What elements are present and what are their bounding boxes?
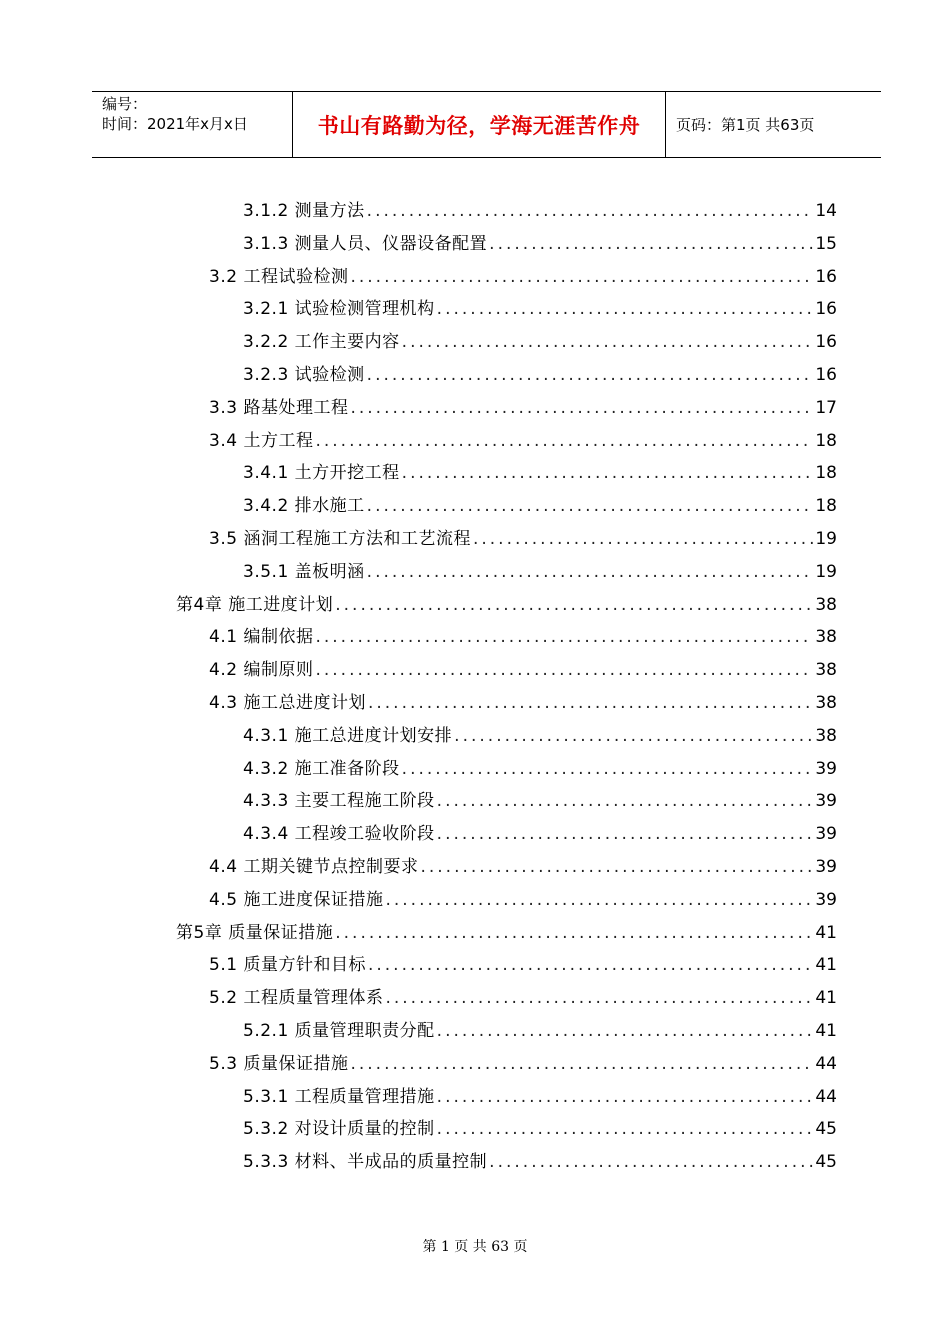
toc-entry[interactable] <box>209 1043 837 1075</box>
toc-entry[interactable] <box>243 1141 837 1173</box>
toc-entry-title: 3.2.1 试验检测管理机构 <box>243 299 435 320</box>
toc-entry-page-number: 41 <box>815 1021 837 1041</box>
toc-entry-page-number: 16 <box>815 266 837 287</box>
toc-entry-page-number: 17 <box>815 397 837 418</box>
toc-entry[interactable] <box>209 977 837 1009</box>
toc-entry[interactable] <box>243 1076 837 1108</box>
toc-entry[interactable] <box>243 354 837 386</box>
toc-entry-page-number: 41 <box>815 922 837 943</box>
toc-entry-title: 4.3.1 施工总进度计划安排 <box>243 725 453 746</box>
toc-entry[interactable] <box>243 321 837 353</box>
toc-entry-page-number: 19 <box>815 529 837 549</box>
toc-entry-page-number: 41 <box>815 955 837 976</box>
toc-entry[interactable] <box>209 649 837 681</box>
toc-dot-leader <box>350 1053 813 1075</box>
toc-dot-leader <box>437 1118 814 1140</box>
toc-dot-leader <box>437 1086 814 1108</box>
toc-entry-page-number: 38 <box>815 660 837 681</box>
toc-dot-leader <box>315 430 813 452</box>
toc-entry-title: 5.3.3 材料、半成品的质量控制 <box>243 1152 488 1173</box>
toc-entry-title: 4.3.2 施工准备阶段 <box>243 758 400 779</box>
toc-entry[interactable] <box>243 485 837 517</box>
toc-entry[interactable] <box>243 715 837 747</box>
toc-entry-page-number: 18 <box>815 430 837 451</box>
toc-entry-title: 3.4 土方工程 <box>209 430 314 451</box>
document-header <box>92 91 881 158</box>
toc-entry[interactable] <box>243 223 837 255</box>
toc-entry[interactable] <box>243 1108 837 1140</box>
toc-entry-page-number: 16 <box>815 365 837 385</box>
toc-entry-title: 5.3 质量保证措施 <box>209 1053 349 1074</box>
toc-entry[interactable] <box>176 584 837 616</box>
toc-entry[interactable] <box>209 518 837 550</box>
toc-entry-title: 3.2.2 工作主要内容 <box>243 332 400 353</box>
toc-entry[interactable] <box>209 944 837 976</box>
toc-entry-page-number: 39 <box>815 824 837 845</box>
toc-entry-title: 3.1.2 测量方法 <box>243 201 365 221</box>
toc-dot-leader <box>385 987 813 1009</box>
toc-entry-page-number: 44 <box>815 1086 837 1107</box>
toc-entry-title: 5.3.1 工程质量管理措施 <box>243 1086 435 1107</box>
toc-dot-leader <box>335 922 813 944</box>
toc-entry[interactable] <box>209 682 837 714</box>
toc-dot-leader <box>473 528 813 550</box>
toc-entry[interactable] <box>243 1010 837 1042</box>
toc-entry[interactable] <box>243 551 837 583</box>
toc-entry-title: 4.2 编制原则 <box>209 660 314 681</box>
toc-entry-title: 3.5 涵洞工程施工方法和工艺流程 <box>209 529 471 549</box>
toc-dot-leader <box>350 266 813 288</box>
toc-entry-page-number: 39 <box>815 889 837 910</box>
toc-entry-title: 3.1.3 测量人员、仪器设备配置 <box>243 233 488 254</box>
page-footer: 第 1 页 共 63 页 <box>422 1239 528 1255</box>
toc-entry-title: 5.3.2 对设计质量的控制 <box>243 1119 435 1140</box>
toc-entry-title: 5.1 质量方针和目标 <box>209 955 366 976</box>
toc-entry[interactable] <box>243 813 837 845</box>
toc-entry[interactable] <box>243 748 837 780</box>
toc-dot-leader <box>367 364 814 386</box>
toc-entry[interactable] <box>209 387 837 419</box>
toc-entry-title: 3.3 路基处理工程 <box>209 397 349 418</box>
toc-entry[interactable] <box>209 879 837 911</box>
toc-entry-title: 4.4 工期关键节点控制要求 <box>209 857 419 877</box>
toc-entry-page-number: 19 <box>815 561 837 582</box>
toc-dot-leader <box>315 659 813 681</box>
toc-dot-leader <box>367 561 814 583</box>
toc-entry-page-number: 38 <box>815 693 837 713</box>
toc-entry[interactable] <box>209 420 837 452</box>
toc-entry[interactable] <box>209 846 837 878</box>
toc-dot-leader <box>454 725 813 747</box>
toc-entry-page-number: 38 <box>815 725 837 746</box>
toc-dot-leader <box>437 790 814 812</box>
toc-entry-page-number: 38 <box>815 627 837 648</box>
toc-entry[interactable] <box>243 190 837 222</box>
toc-entry[interactable] <box>243 780 837 812</box>
toc-entry[interactable] <box>243 288 837 320</box>
toc-dot-leader <box>367 495 814 517</box>
toc-entry[interactable] <box>209 616 837 648</box>
toc-entry-page-number: 18 <box>815 463 837 484</box>
toc-dot-leader <box>402 758 814 780</box>
toc-entry-title: 第5章 质量保证措施 <box>176 922 334 943</box>
time-label: 时间：2021年x月x日 <box>102 115 248 133</box>
toc-dot-leader <box>315 626 813 648</box>
toc-dot-leader <box>489 1151 813 1173</box>
toc-dot-leader <box>350 397 813 419</box>
toc-entry-page-number: 45 <box>815 1119 837 1140</box>
toc-dot-leader <box>420 856 813 878</box>
toc-entry[interactable] <box>243 452 837 484</box>
toc-entry-page-number: 18 <box>815 496 837 517</box>
toc-entry-title: 4.3.3 主要工程施工阶段 <box>243 791 435 812</box>
number-label: 编号： <box>102 95 148 113</box>
toc-dot-leader <box>437 823 814 845</box>
toc-dot-leader <box>368 692 813 714</box>
toc-dot-leader <box>335 594 813 616</box>
toc-entry-title: 4.5 施工进度保证措施 <box>209 889 384 910</box>
toc-entry-page-number: 15 <box>815 233 837 254</box>
toc-dot-leader <box>437 1020 814 1042</box>
toc-entry-title: 5.2 工程质量管理体系 <box>209 988 384 1009</box>
toc-entry-title: 4.3.4 工程竣工验收阶段 <box>243 824 435 845</box>
toc-entry-title: 3.2.3 试验检测 <box>243 365 365 385</box>
toc-entry-page-number: 38 <box>815 594 837 615</box>
toc-entry-title: 3.4.1 土方开挖工程 <box>243 463 400 484</box>
toc-entry-title: 3.4.2 排水施工 <box>243 496 365 517</box>
toc-entry-page-number: 16 <box>815 299 837 320</box>
toc-entry-title: 5.2.1 质量管理职责分配 <box>243 1021 435 1041</box>
header-slogan: 书山有路勤为径，学海无涯苦作舟 <box>293 92 666 157</box>
header-page-info: 页码：第1页 共63页 <box>676 116 815 134</box>
toc-dot-leader <box>385 889 813 911</box>
toc-entry-page-number: 16 <box>815 332 837 353</box>
toc-entry-page-number: 39 <box>815 758 837 779</box>
toc-entry-page-number: 41 <box>815 988 837 1009</box>
toc-dot-leader <box>437 298 814 320</box>
toc-entry-page-number: 39 <box>815 791 837 812</box>
toc-entry-page-number: 39 <box>815 857 837 877</box>
toc-entry-title: 4.1 编制依据 <box>209 627 314 648</box>
header-info-cell <box>92 92 293 157</box>
toc-entry-title: 3.5.1 盖板明涵 <box>243 561 365 582</box>
toc-entry-page-number: 45 <box>815 1152 837 1173</box>
toc-entry-title: 第4章 施工进度计划 <box>176 594 334 615</box>
toc-entry[interactable] <box>209 256 837 288</box>
toc-entry-title: 3.2 工程试验检测 <box>209 266 349 287</box>
toc-dot-leader <box>402 331 814 353</box>
toc-entry[interactable] <box>176 912 837 944</box>
toc-dot-leader <box>368 954 813 976</box>
toc-entry-page-number: 14 <box>815 201 837 221</box>
toc-entry-title: 4.3 施工总进度计划 <box>209 693 366 713</box>
toc-entry-page-number: 44 <box>815 1053 837 1074</box>
toc-dot-leader <box>489 233 813 255</box>
toc-dot-leader <box>402 462 814 484</box>
toc-dot-leader <box>367 200 814 222</box>
